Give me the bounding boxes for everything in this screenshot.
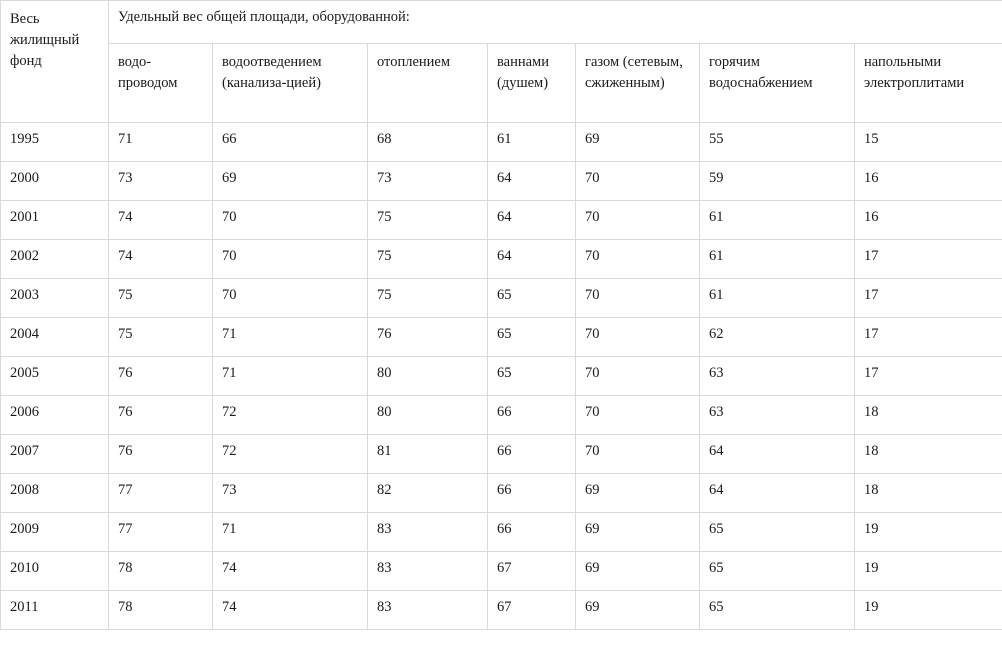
column-header-elektroplity: напольными электроплитами xyxy=(855,44,1002,123)
cell-value: 69 xyxy=(576,513,700,552)
cell-value: 68 xyxy=(368,123,488,162)
table-row xyxy=(1,318,1002,357)
row-year: 2011 xyxy=(1,591,109,630)
cell-value: 19 xyxy=(855,552,1002,591)
row-year: 2001 xyxy=(1,201,109,240)
table-group-header: Удельный вес общей площади, оборудованной: xyxy=(109,1,1002,44)
table-row xyxy=(1,240,1002,279)
cell-value: 70 xyxy=(576,357,700,396)
cell-value: 67 xyxy=(488,591,576,630)
cell-value: 65 xyxy=(700,591,855,630)
row-year: 2010 xyxy=(1,552,109,591)
cell-value: 69 xyxy=(213,162,368,201)
cell-value: 63 xyxy=(700,357,855,396)
cell-value: 73 xyxy=(368,162,488,201)
cell-value: 75 xyxy=(368,201,488,240)
cell-value: 74 xyxy=(109,201,213,240)
cell-value: 66 xyxy=(488,396,576,435)
cell-value: 17 xyxy=(855,240,1002,279)
table-header-row-group xyxy=(1,1,1002,44)
row-year: 2004 xyxy=(1,318,109,357)
cell-value: 61 xyxy=(700,240,855,279)
cell-value: 72 xyxy=(213,435,368,474)
table-row xyxy=(1,201,1002,240)
cell-value: 83 xyxy=(368,591,488,630)
cell-value: 17 xyxy=(855,318,1002,357)
cell-value: 66 xyxy=(213,123,368,162)
table-header-row-columns xyxy=(1,44,1002,123)
cell-value: 65 xyxy=(488,279,576,318)
cell-value: 74 xyxy=(109,240,213,279)
row-year: 2009 xyxy=(1,513,109,552)
cell-value: 64 xyxy=(488,201,576,240)
cell-value: 19 xyxy=(855,591,1002,630)
row-year: 2008 xyxy=(1,474,109,513)
cell-value: 83 xyxy=(368,552,488,591)
cell-value: 72 xyxy=(213,396,368,435)
cell-value: 18 xyxy=(855,396,1002,435)
cell-value: 76 xyxy=(109,435,213,474)
cell-value: 83 xyxy=(368,513,488,552)
cell-value: 55 xyxy=(700,123,855,162)
cell-value: 65 xyxy=(488,357,576,396)
table-row xyxy=(1,474,1002,513)
cell-value: 70 xyxy=(576,396,700,435)
cell-value: 17 xyxy=(855,279,1002,318)
cell-value: 70 xyxy=(576,162,700,201)
table-row xyxy=(1,591,1002,630)
row-year: 2003 xyxy=(1,279,109,318)
cell-value: 73 xyxy=(109,162,213,201)
cell-value: 70 xyxy=(576,318,700,357)
cell-value: 19 xyxy=(855,513,1002,552)
cell-value: 69 xyxy=(576,474,700,513)
cell-value: 64 xyxy=(700,474,855,513)
cell-value: 76 xyxy=(109,357,213,396)
cell-value: 76 xyxy=(109,396,213,435)
cell-value: 78 xyxy=(109,591,213,630)
table-row xyxy=(1,279,1002,318)
row-year: 2005 xyxy=(1,357,109,396)
cell-value: 70 xyxy=(576,279,700,318)
row-year: 2007 xyxy=(1,435,109,474)
cell-value: 75 xyxy=(109,279,213,318)
table-row xyxy=(1,357,1002,396)
cell-value: 67 xyxy=(488,552,576,591)
column-header-vanny: ваннами (душем) xyxy=(488,44,576,123)
cell-value: 59 xyxy=(700,162,855,201)
cell-value: 64 xyxy=(700,435,855,474)
cell-value: 75 xyxy=(368,279,488,318)
table-body xyxy=(1,123,1002,630)
cell-value: 71 xyxy=(213,357,368,396)
cell-value: 78 xyxy=(109,552,213,591)
cell-value: 18 xyxy=(855,435,1002,474)
cell-value: 74 xyxy=(213,552,368,591)
row-year: 2000 xyxy=(1,162,109,201)
cell-value: 75 xyxy=(109,318,213,357)
column-header-gaz: газом (сетевым, сжиженным) xyxy=(576,44,700,123)
cell-value: 80 xyxy=(368,357,488,396)
cell-value: 61 xyxy=(488,123,576,162)
table-row xyxy=(1,513,1002,552)
cell-value: 77 xyxy=(109,513,213,552)
row-year: 2002 xyxy=(1,240,109,279)
table-row xyxy=(1,552,1002,591)
column-header-vodootvedenie: водоотведением (канализа-цией) xyxy=(213,44,368,123)
cell-value: 76 xyxy=(368,318,488,357)
column-header-goryachee-vodosnabzhenie: горячим водоснабжением xyxy=(700,44,855,123)
cell-value: 18 xyxy=(855,474,1002,513)
cell-value: 70 xyxy=(576,435,700,474)
table-stub-header: Весь жилищный фонд xyxy=(1,1,109,123)
cell-value: 16 xyxy=(855,201,1002,240)
cell-value: 65 xyxy=(700,513,855,552)
cell-value: 80 xyxy=(368,396,488,435)
cell-value: 66 xyxy=(488,474,576,513)
cell-value: 70 xyxy=(213,201,368,240)
cell-value: 69 xyxy=(576,552,700,591)
cell-value: 16 xyxy=(855,162,1002,201)
cell-value: 69 xyxy=(576,591,700,630)
cell-value: 82 xyxy=(368,474,488,513)
cell-value: 81 xyxy=(368,435,488,474)
cell-value: 66 xyxy=(488,513,576,552)
cell-value: 62 xyxy=(700,318,855,357)
cell-value: 77 xyxy=(109,474,213,513)
cell-value: 15 xyxy=(855,123,1002,162)
table-row xyxy=(1,162,1002,201)
cell-value: 70 xyxy=(213,279,368,318)
cell-value: 73 xyxy=(213,474,368,513)
column-header-vodoprovod: водо-проводом xyxy=(109,44,213,123)
row-year: 2006 xyxy=(1,396,109,435)
row-year: 1995 xyxy=(1,123,109,162)
table-row xyxy=(1,396,1002,435)
column-header-otoplenie: отоплением xyxy=(368,44,488,123)
cell-value: 71 xyxy=(213,318,368,357)
table-row xyxy=(1,123,1002,162)
cell-value: 71 xyxy=(213,513,368,552)
cell-value: 61 xyxy=(700,279,855,318)
cell-value: 75 xyxy=(368,240,488,279)
cell-value: 63 xyxy=(700,396,855,435)
cell-value: 64 xyxy=(488,240,576,279)
cell-value: 70 xyxy=(576,240,700,279)
cell-value: 74 xyxy=(213,591,368,630)
cell-value: 71 xyxy=(109,123,213,162)
table-header xyxy=(1,1,1002,123)
cell-value: 65 xyxy=(700,552,855,591)
cell-value: 64 xyxy=(488,162,576,201)
cell-value: 66 xyxy=(488,435,576,474)
cell-value: 70 xyxy=(576,201,700,240)
table-row xyxy=(1,435,1002,474)
cell-value: 70 xyxy=(213,240,368,279)
cell-value: 65 xyxy=(488,318,576,357)
cell-value: 69 xyxy=(576,123,700,162)
cell-value: 61 xyxy=(700,201,855,240)
cell-value: 17 xyxy=(855,357,1002,396)
